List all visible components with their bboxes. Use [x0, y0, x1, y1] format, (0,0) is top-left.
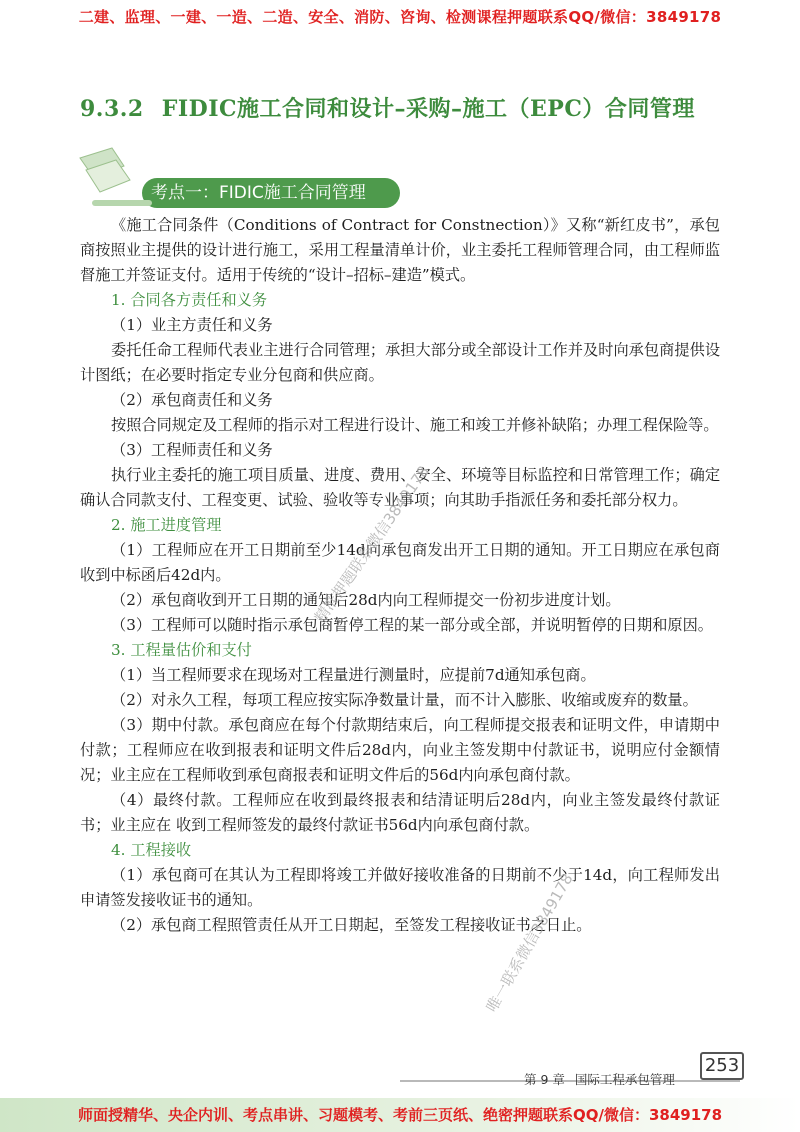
subheading-contractor: （2）承包商责任和义务 — [111, 391, 273, 409]
heading-responsibilities: 1. 合同各方责任和义务 — [111, 291, 268, 309]
intro-paragraph: 《施工合同条件（Conditions of Contract for Constnection）》又称“新红皮书”，承包商按照业主提供的设计进行施工，采用工程量清单计价，业主委托工程师管理合同，由工程师监督施工并签证支付。适用于传统的“设计–招标–建造”模式。 — [80, 216, 720, 284]
watermark-1: 精准押题联系微信3849178 — [311, 462, 433, 626]
footer-chapter — [524, 1070, 675, 1088]
paragraph-payment-1: （1）当工程师要求在现场对工程量进行测量时，应提前7d通知承包商。 — [111, 666, 596, 684]
section-title: FIDIC施工合同和设计–采购–施工（EPC）合同管理 — [161, 96, 695, 122]
paragraph-owner: 委托任命工程师代表业主进行合同管理；承担大部分或全部设计工作并及时向承包商提供设计图纸；在必要时指定专业分包商和供应商。 — [80, 341, 720, 384]
paragraph-payment-4: （4）最终付款。工程师应在收到最终报表和结清证明后28d内，向业主签发最终付款证书；业主应在 收到工程师签发的最终付款证书56d内向承包商付款。 — [80, 791, 720, 834]
section-heading — [80, 92, 695, 123]
paragraph-taking-over-1: （1）承包商可在其认为工程即将竣工并做好接收准备的日期前不少于14d，向工程师发出申请签发接收证书的通知。 — [80, 866, 720, 909]
paragraph-payment-3: （3）期中付款。承包商应在每个付款期结束后，向工程师提交报表和证明文件，申请期中付款；工程师应在收到报表和证明文件后28d内，向业主签发期中付款证书，说明应付金额情况；业主应在工程师收到承包商报表和证明文件后的56d内向承包商付款。 — [80, 716, 720, 784]
paragraph-engineer: 执行业主委托的施工项目质量、进度、费用、安全、环境等目标监控和日常管理工作；确定确认合同款支付、工程变更、试验、验收等专业事项；向其助手指派任务和委托部分权力。 — [80, 466, 720, 509]
chapter-title: 国际工程承包管理 — [574, 1072, 675, 1087]
body-text — [80, 213, 720, 938]
section-number: 9.3.2 — [80, 96, 144, 122]
subheading-owner: （1）业主方责任和义务 — [111, 316, 273, 334]
heading-payment: 3. 工程量估价和支付 — [111, 641, 252, 659]
subheading-engineer: （3）工程师责任和义务 — [111, 441, 273, 459]
banner-stripe — [92, 200, 152, 206]
paragraph-schedule-1: （1）工程师应在开工日期前至少14d向承包商发出开工日期的通知。开工日期应在承包商收到中标函后42d内。 — [80, 541, 720, 584]
paragraph-taking-over-2: （2）承包商工程照管责任从开工日期起，至签发工程接收证书之日止。 — [111, 916, 592, 934]
paragraph-schedule-2: （2）承包商收到开工日期的通知后28d内向工程师提交一份初步进度计划。 — [111, 591, 621, 609]
banner-label: 考点一：FIDIC施工合同管理 — [151, 183, 366, 203]
paragraph-schedule-3: （3）工程师可以随时指示承包商暂停工程的某一部分或全部，并说明暂停的日期和原因。 — [111, 616, 713, 634]
page-number: 253 — [700, 1052, 744, 1080]
footer-ad: 师面授精华、央企内训、考点串讲、习题模考、考前三页纸、绝密押题联系QQ/微信：3849178 — [77, 1106, 723, 1124]
header-ad: 二建、监理、一建、一造、二造、安全、消防、咨询、检测课程押题联系QQ/微信：3849178 — [78, 8, 722, 26]
heading-schedule: 2. 施工进度管理 — [111, 516, 222, 534]
paragraph-contractor: 按照合同规定及工程师的指示对工程进行设计、施工和竣工并修补缺陷；办理工程保险等。 — [111, 416, 719, 434]
heading-taking-over: 4. 工程接收 — [111, 841, 192, 859]
watermark-2: 唯一联系微信3849178 — [482, 870, 577, 1016]
paragraph-payment-2: （2）对永久工程，每项工程应按实际净数量计量，而不计入膨胀、收缩或废弃的数量。 — [111, 691, 698, 709]
chapter-number: 第 9 章 — [524, 1072, 565, 1087]
